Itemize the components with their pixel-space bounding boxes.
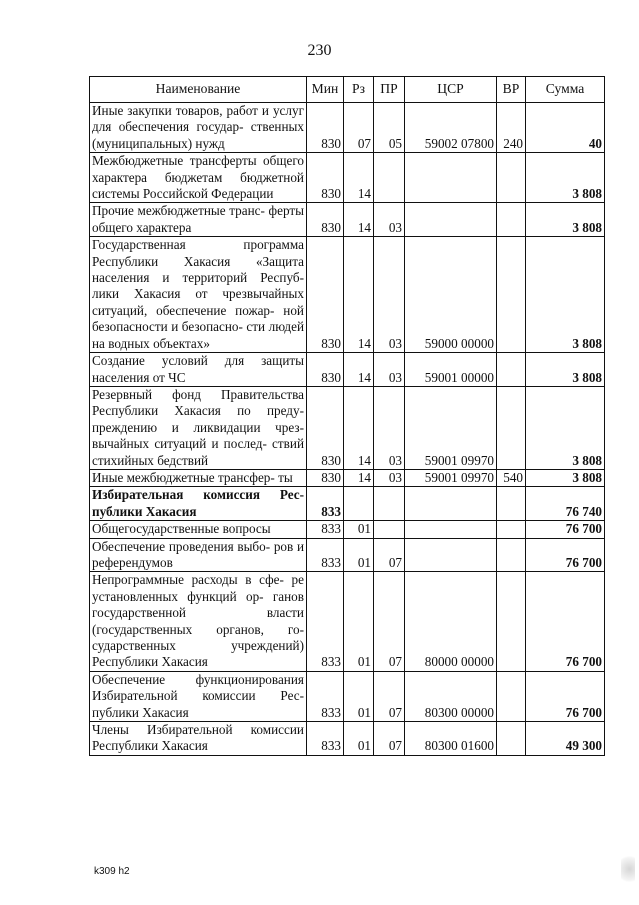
- cell-min: 833: [307, 572, 344, 671]
- cell-csr: 80000 00000: [405, 572, 497, 671]
- cell-csr: 59001 09970: [405, 386, 497, 469]
- cell-vr: 540: [497, 469, 526, 486]
- cell-pr: 05: [374, 103, 405, 153]
- table-row: [90, 671, 605, 721]
- cell-sum: 3 808: [526, 469, 605, 486]
- header-vr: ВР: [497, 77, 526, 103]
- cell-csr: 59002 07800: [405, 103, 497, 153]
- cell-sum: 76 700: [526, 538, 605, 572]
- cell-vr: [497, 386, 526, 469]
- cell-vr: [497, 153, 526, 203]
- cell-sum: 3 808: [526, 353, 605, 387]
- cell-min: 830: [307, 353, 344, 387]
- cell-csr: 59000 00000: [405, 237, 497, 353]
- cell-vr: [497, 203, 526, 237]
- cell-rz: 01: [344, 671, 374, 721]
- cell-csr: [405, 538, 497, 572]
- cell-name: Непрограммные расходы в сфе- ре установленных функций ор- ганов государственной власти (государственных органов, го- сударственных учреждений) Республики Хакасия: [90, 572, 307, 671]
- cell-sum: 3 808: [526, 153, 605, 203]
- cell-name: Обеспечение функционирования Избирательной комиссии Рес- публики Хакасия: [90, 671, 307, 721]
- cell-csr: [405, 521, 497, 538]
- header-name: Наименование: [90, 77, 307, 103]
- cell-vr: [497, 572, 526, 671]
- cell-pr: 03: [374, 237, 405, 353]
- cell-sum: 3 808: [526, 203, 605, 237]
- cell-min: 830: [307, 386, 344, 469]
- cell-name: Прочие межбюджетные транс- ферты общего характера: [90, 203, 307, 237]
- cell-pr: [374, 487, 405, 521]
- cell-pr: 03: [374, 353, 405, 387]
- cell-pr: 03: [374, 386, 405, 469]
- cell-min: 830: [307, 153, 344, 203]
- cell-name: Создание условий для защиты населения от ЧС: [90, 353, 307, 387]
- table-row: [90, 469, 605, 486]
- cell-pr: [374, 153, 405, 203]
- table-row: [90, 103, 605, 153]
- cell-csr: 59001 00000: [405, 353, 497, 387]
- cell-sum: 76 740: [526, 487, 605, 521]
- cell-sum: 49 300: [526, 722, 605, 756]
- cell-pr: 03: [374, 203, 405, 237]
- cell-rz: 01: [344, 521, 374, 538]
- table-body: [90, 103, 605, 756]
- cell-rz: 14: [344, 469, 374, 486]
- cell-rz: 14: [344, 203, 374, 237]
- cell-csr: 80300 01600: [405, 722, 497, 756]
- cell-rz: 14: [344, 353, 374, 387]
- cell-min: 833: [307, 538, 344, 572]
- cell-name: Иные закупки товаров, работ и услуг для обеспечения государ- ственных (муниципальных) нужд: [90, 103, 307, 153]
- cell-csr: [405, 153, 497, 203]
- table-row: [90, 572, 605, 671]
- cell-name: Резервный фонд Правительства Республики Хакасия по преду- преждению и ликвидации чрез- вычайных ситуаций и послед- ствий стихийных бедствий: [90, 386, 307, 469]
- cell-min: 830: [307, 203, 344, 237]
- cell-vr: [497, 487, 526, 521]
- cell-sum: 76 700: [526, 521, 605, 538]
- cell-min: 833: [307, 521, 344, 538]
- header-min: Мин: [307, 77, 344, 103]
- cell-csr: [405, 203, 497, 237]
- cell-name: Иные межбюджетные трансфер- ты: [90, 469, 307, 486]
- cell-rz: 01: [344, 572, 374, 671]
- cell-sum: 3 808: [526, 386, 605, 469]
- cell-vr: [497, 722, 526, 756]
- cell-min: 830: [307, 103, 344, 153]
- cell-sum: 3 808: [526, 237, 605, 353]
- cell-pr: 07: [374, 671, 405, 721]
- cell-rz: 01: [344, 722, 374, 756]
- cell-csr: [405, 487, 497, 521]
- cell-vr: [497, 671, 526, 721]
- cell-vr: 240: [497, 103, 526, 153]
- cell-name: Государственная программа Республики Хакасия «Защита населения и территорий Респуб- лики Хакасия от чрезвычайных ситуаций, обеспечение пожар- ной безопасности и безопасно- сти людей на водных объектах»: [90, 237, 307, 353]
- cell-sum: 76 700: [526, 572, 605, 671]
- table-row: [90, 153, 605, 203]
- cell-min: 833: [307, 722, 344, 756]
- cell-pr: 03: [374, 469, 405, 486]
- cell-name: Члены Избирательной комиссии Республики Хакасия: [90, 722, 307, 756]
- cell-name: Обеспечение проведения выбо- ров и референдумов: [90, 538, 307, 572]
- cell-rz: 01: [344, 538, 374, 572]
- header-sum: Сумма: [526, 77, 605, 103]
- table-row: [90, 487, 605, 521]
- cell-vr: [497, 538, 526, 572]
- cell-pr: [374, 521, 405, 538]
- scan-artifact: [621, 852, 635, 886]
- cell-csr: 80300 00000: [405, 671, 497, 721]
- table-row: [90, 521, 605, 538]
- header-pr: ПР: [374, 77, 405, 103]
- cell-pr: 07: [374, 572, 405, 671]
- cell-sum: 76 700: [526, 671, 605, 721]
- cell-name: Избирательная комиссия Рес- публики Хакасия: [90, 487, 307, 521]
- header-rz: Рз: [344, 77, 374, 103]
- table-row: [90, 203, 605, 237]
- cell-rz: 07: [344, 103, 374, 153]
- table-row: [90, 386, 605, 469]
- cell-min: 833: [307, 487, 344, 521]
- table-header-row: [90, 77, 605, 103]
- cell-min: 830: [307, 469, 344, 486]
- cell-min: 833: [307, 671, 344, 721]
- cell-rz: [344, 487, 374, 521]
- table-row: [90, 353, 605, 387]
- cell-vr: [497, 353, 526, 387]
- cell-pr: 07: [374, 538, 405, 572]
- cell-csr: 59001 09970: [405, 469, 497, 486]
- budget-table: [89, 76, 605, 756]
- footer-code: k309 h2: [94, 866, 130, 877]
- cell-name: Общегосударственные вопросы: [90, 521, 307, 538]
- cell-name: Межбюджетные трансферты общего характера бюджетам бюджетной системы Российской Федерации: [90, 153, 307, 203]
- table-row: [90, 237, 605, 353]
- table-row: [90, 722, 605, 756]
- cell-pr: 07: [374, 722, 405, 756]
- cell-rz: 14: [344, 386, 374, 469]
- header-csr: ЦСР: [405, 77, 497, 103]
- cell-rz: 14: [344, 153, 374, 203]
- cell-sum: 40: [526, 103, 605, 153]
- cell-rz: 14: [344, 237, 374, 353]
- page-number: 230: [307, 42, 332, 59]
- table-row: [90, 538, 605, 572]
- cell-min: 830: [307, 237, 344, 353]
- cell-vr: [497, 521, 526, 538]
- cell-vr: [497, 237, 526, 353]
